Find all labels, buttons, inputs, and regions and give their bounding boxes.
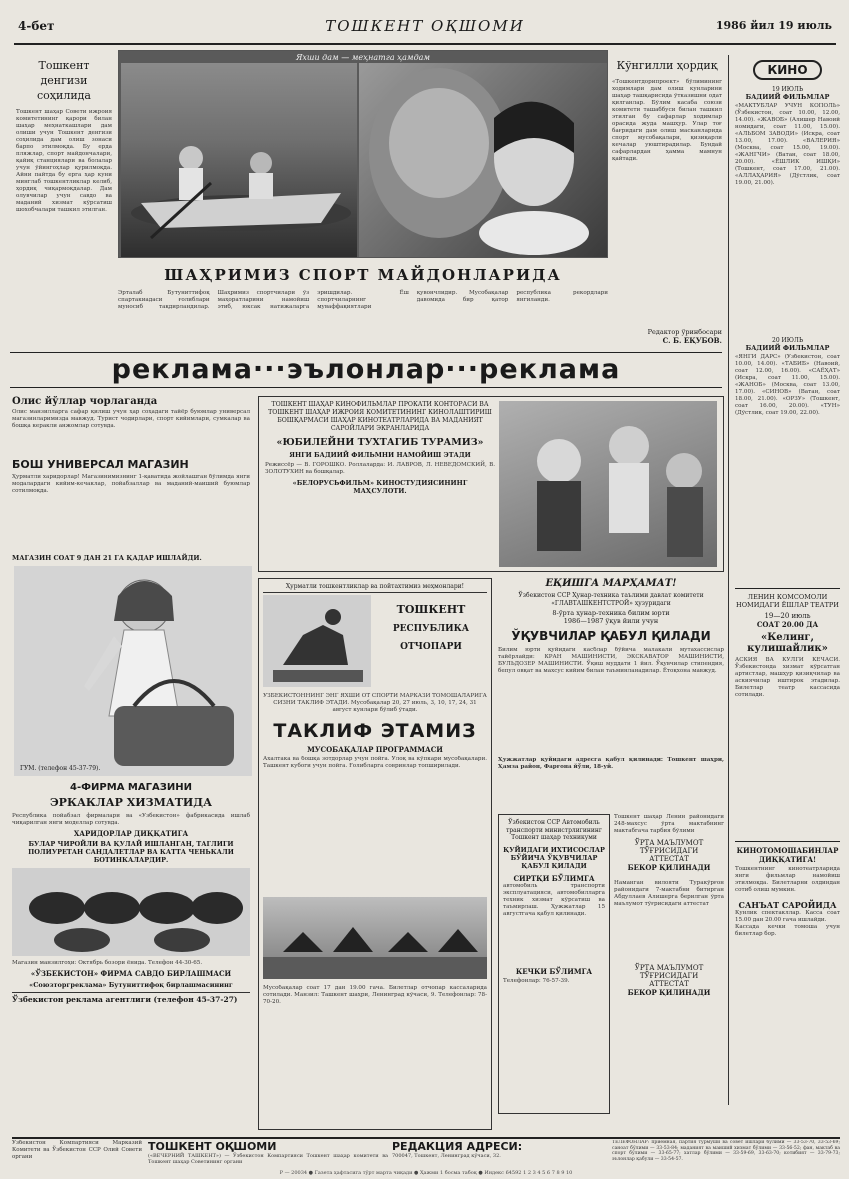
kino-divider-2 [735, 841, 840, 842]
railway-body: автомобиль транспорти эксплуатацияси, автомобилларга техник хизмат кўрсатиш ва таъмирлаш. Ҳужжатлар 15 августгача қабул қилинади. [503, 882, 605, 917]
school-header: Тошкент шаҳар Ленин районидаги 248-махсус ўрта мактабнинг мактабгача тарбия бўлими [614, 814, 724, 834]
railway-address: Телефонлар: 76-57-39. [503, 977, 570, 984]
railway-dept-2: КЕЧКИ БЎЛИМГА [515, 966, 593, 976]
kino-date-1: 19 ИЮЛЬ [772, 86, 803, 93]
photo-banner [118, 50, 608, 258]
footer-left: Ўзбекистон Компартияси Марказий Комитети ва Ўзбекистон ССР Олий Совети органи [12, 1140, 142, 1160]
bag-photo-caption: ГУМ. (телефон 45-37-79). [20, 765, 101, 772]
sport-headline: ШАҲРИМИЗ СПОРТ МАЙДОНЛАРИДА [164, 266, 562, 284]
ad-store-title: БОШ УНИВЕРСАЛ МАГАЗИН [12, 458, 189, 471]
railway-header: Ўзбекистон ССР Автомобиль транспорти министрлигининг Тошкент шаҳар техникуми [505, 819, 603, 841]
ad-cinema-block [258, 396, 724, 572]
railway-title: ҚУЙИДАГИ ИХТИСОСЛАР БЎЙИЧА ЎҚУВЧИЛАР ҚАБУЛ ҚИЛАДИ [503, 845, 605, 870]
sports-body: ЎЗБЕКИСТОННИНГ ЭНГ ЯХШИ ОТ СПОРТИ МАРКАЗИ ТОМОШАЛАРИГА СИЗНИ ТАКЛИФ ЭТАДИ. Мусобақалар 20, 27 июль, 3, 10, 17, 24, 31 август кунлари бўлиб ўтади. [263, 693, 487, 713]
sport-banner [118, 262, 608, 344]
footer-subtitle: («ВЕЧЕРНИЙ ТАШКЕНТ») — Ўзбекистон Компартияси Тошкент шаҳар комитети ва Тошкент шаҳар Советининг органи [148, 1153, 388, 1165]
page-number: 4-бет [18, 19, 55, 33]
ad-shoes-body: Республика пойабзал фирмалари ва «Узбекистон» фабрикасида ишлаб чиқарилган янги моделлар сотувда. [12, 813, 250, 826]
page-title: ТОШКЕНТ ОҚШОМИ [325, 17, 525, 35]
story-body: «Тошкентдорипроект» бўлимининг ходимлари дам олиш кунларини шаҳар ташқарисида ўтказишни одат қилганлар. Бўлим касаба союзи комитети ташаббуси билан ташкил этилган бу сафарлар ходимлар орасида жуда машҳур. Улар тоғ бағридаги дам олиш масканларида спорт мусобақалари, қизиқарли кечалар уюштирадилар. Бундай сафарлардан ҳамма мамнун қайтади. [612, 79, 722, 162]
ad-shoes-org2: «Союзторгреклама» Бутуниттифоқ бирлашмасининг [29, 981, 233, 989]
kino2-body: Тошкентнинг кинотеатрларида янги фильмлар намойиш этилмоқда. Билетларни олдиндан сотиб олиш мумкин. [735, 866, 840, 893]
jobs-footer: Ҳужжатлар қуйидаги адресга қабул қилинади: Тошкент шаҳри, Ҳамза район, Фарғона йўли, 18-уй. [498, 757, 724, 770]
shoes-illustration [12, 868, 250, 956]
kino-section-1: БАДИИЙ ФИЛЬМЛАР [745, 93, 830, 101]
ad-lost-item [12, 396, 250, 456]
top-story-left [16, 58, 112, 328]
komsomol-date: 19—20 июль [764, 612, 811, 620]
ad-sports [258, 578, 492, 1130]
story-headline: Тошкент денгизи соҳилида [37, 59, 91, 102]
cinema-still-illustration [499, 401, 717, 567]
sports-title-1: ТОШКЕНТ [396, 603, 466, 616]
kino2-title: КИНОТОМОШАБИНЛАР ДИҚҚАТИГА! [736, 846, 839, 864]
culture-body: Кунлик спектакллар. Касса соат 15.00 дан 20.00 гача ишлайди. [735, 910, 840, 923]
ad-lost-body: Олис манзилларга сафар қилиш учун ҳар соҳадаги тайёр буюмлар универсал магазинларимизда мавжуд. Турист чодирлари, спорт кийимлари, сумкалар ва бошқа керакли анжомлар сотувда. [12, 409, 250, 429]
attestat-line-1: ЎРТА МАЪЛУМОТ [634, 839, 704, 847]
jobs-org: Ўзбекистон ССР Ҳунар-техника таълими давлат комитети «ГЛАВТАШКЕНТСТРОЙ» ҳузуридаги [518, 592, 704, 607]
kino-list-1: «МАКТУБЛАР УЧУН КОПОЛЬ» (Ўзбекистон, соат 10.00, 12.00, 14.00). «ЖАВОБ» (Алишер Навоий номидаги, соат 11.00, 15.00). «АЛЬБОМ ЗАВОДИ» (Искра, соат 13.00, 17.00). «ВАЛЕРИЯ» (Москва, соат 15.00, 19.00). «ЖАНГЧИ» (Ватан, соат 18.00, 20.00). «ЁШЛИК ИШҚИ» (Тошкент, соат 17.00, 21.00). «АЛЛАҲАРИЯ» (Дўстлик, соат 19.00, 21.00). [735, 103, 840, 186]
culture-title: САНЪАТ САРОЙИДА [738, 900, 837, 910]
sports-title-3: ОТЧОПАРИ [400, 642, 462, 652]
bag-photo [14, 566, 252, 776]
jobs-title: ЎҚУВЧИЛАР ҚАБУЛ ҚИЛАДИ [511, 629, 711, 643]
kino-column [728, 55, 840, 1105]
ad-shoes-agency: Ўзбекистон реклама агентлиги (телефон 45-37-27) [12, 992, 250, 1004]
race-photo [263, 897, 487, 979]
woman-illustration [359, 63, 607, 257]
ad-lost-title: Олис йўллар чорлаганда [12, 396, 158, 407]
komsomol-body: АСКИЯ ВА КУЛГИ КЕЧАСИ. Ўзбекистонда хизмат кўрсатган артистлар, машҳур қизиқчилар ва аскиячилар иштирок этадилар. Билетлар театр кассасида сотилади. [735, 657, 840, 698]
attestat-line-2: ТЎҒРИСИДАГИ [639, 847, 699, 855]
ad-shoes-title: ЭРКАКЛАР ХИЗМАТИДА [49, 796, 213, 809]
footer-editorial-label: РЕДАКЦИЯ АДРЕСИ: [392, 1140, 523, 1153]
cinema-studio: «БЕЛОРУСЬФИЛЬМ» КИНОСТУДИЯСИНИНГ МАҲСУЛОТИ. [292, 479, 468, 495]
ad-shoes [12, 782, 250, 1142]
komsomol-time: СОАТ 20.00 ДА [756, 620, 819, 629]
kino-date-2: 20 ИЮЛЬ [772, 337, 803, 344]
sports-invite: ТАКЛИФ ЭТАМИЗ [273, 720, 477, 742]
author-name: С. Б. ЕҚУБОВ. [662, 336, 722, 345]
sports-program-body: Ахалтака ва бошқа зотдорлар учун пойга. Улоқ ва кўпкари мусобақалари. Ташкент кубоги учун пойга. Ғолибларга совринлар топширилади. [263, 756, 487, 769]
cinema-subtitle: ЯНГИ БАДИИЙ ФИЛЬМНИ НАМОЙИШ ЭТАДИ [289, 451, 471, 459]
jobs-body: Билим юрти қуйидаги касблар бўйича малакали мутахассислар тайёрлайди: КРАН МАШИНИСТИ, ЭКСКАВАТОР МАШИНИСТИ, БУЛЬДОЗЕР МАШИНИСТИ. Ўқиш муддати 1 йил. Ўқувчилар стипендия, бепул овқат ва махсус кийим билан таъминланадилар. Ётоқхона мавжуд. [498, 647, 724, 674]
ad-banner [10, 352, 722, 388]
attestat-line-4: БЕКОР ҚИЛИНАДИ [627, 863, 711, 872]
cinema-header: ТОШКЕНТ ШАҲАР КИНОФИЛЬМЛАР ПРОКАТИ КОНТОРАСИ ВА ТОШКЕНТ ШАҲАР ИЖРОИЯ КОМИТЕТИНИНГ КИНОЛАШТИРИШ БОШҚАРМАСИ ШАҲАР КИНОТЕАТРЛАРИДА ВА МАДАНИЯТ САРОЙЛАРИ ЭКРАНЛАРИДА [268, 401, 492, 432]
footer-phones: ТЕЛЕФОНЛАР: приёмная, партия турмуши ва совет ишлари бўлими — 33-53-70, 33-53-69; саноат бўлими — 33-53-84; маданият ва маиший хизмат бўлими — 33-56-52; фан, мактаб ва спорт бўлими — 33-65-77; хатлар бўлими — 33-59-69, 33-63-70; котибият — 33-79-73; эълонлар қабули — 33-54-57. [612, 1140, 840, 1162]
cinema-title: «ЮБИЛЕЙНИ ТУХТАГИБ ТУРАМИЗ» [276, 437, 484, 448]
kino-label: КИНО [753, 60, 821, 80]
sports-top-line: Ҳурматли тошкентликлар ва пойтахтимиз меҳмонлари! [263, 583, 487, 593]
footer [12, 1140, 840, 1170]
jobs-school: 8-ўрта ҳунар-техника билим юрти [552, 609, 670, 617]
attestat2-line-3: АТТЕСТАТ [649, 980, 689, 988]
ad-school-right [614, 814, 724, 1114]
cinema-photo [499, 401, 717, 567]
sports-schedule: Мусобақалар соат 17 дан 19.00 гача. Билетлар отчопар кассаларида сотилади. Манзил: Ташкент шаҳри, Ленинград кўчаси, 9. Телефонлар: 78-70-20. [263, 985, 487, 1005]
footer-rule [12, 1137, 840, 1139]
attestat2-line-4: БЕКОР ҚИЛИНАДИ [627, 988, 711, 997]
boat-illustration [121, 63, 357, 257]
ad-jobs [498, 578, 724, 808]
ad-banner-text: реклама···эълонлар···реклама [111, 354, 621, 385]
story-body: Тошкент шаҳар Совети ижроия комитетининг қарори билан шаҳар меҳнаткашлари дам олиши учун Тошкент денгизи соҳилида дам олиш зонаси барпо этилмоқда. Бу ерда пляжлар, спорт майдончалари, қайиқ станциялари ва болалар учун ўйингоҳлар қурилмоқда. Айни пайтда бу ерга ҳар куни минглаб тошкентликлар келиб, ҳордиқ чиқармоқдалар. Дам олувчилар учун савдо ва маданий хизмат кўрсатиш шохобчалари ташкил этилган. [16, 109, 112, 213]
top-story-right [612, 58, 722, 358]
jobs-top-line: ЁҚИШГА МАРҲАМАТ! [545, 578, 677, 589]
ad-store-body: Ҳурматли харидорлар! Магазинимизнинг 1-қаватида жойлашган бўлимда янги модалардаги кийим-кечаклар, пойабзаллар ва маданий-маиший буюмлар сотилмоқда. [12, 474, 250, 494]
attestat2-line-1: ЎРТА МАЪЛУМОТ [634, 964, 704, 972]
kino-section-2: БАДИИЙ ФИЛЬМЛАР [745, 344, 830, 352]
girl-with-bag-illustration [14, 566, 252, 776]
kino-divider [735, 588, 840, 589]
shoes-photo [12, 868, 250, 956]
boat-photo [121, 63, 357, 257]
horse-race-illustration [263, 897, 487, 979]
school-body: Наманган вилояти Туракўрғон районидаги 7-мактабни битирган Абдуллаев Алишерга берилган ўрта маълумот тўғрисидаги аттестат [614, 880, 724, 907]
attestat2-line-2: ТЎҒРИСИДАГИ [639, 972, 699, 980]
ad-shoes-contact: Магазин манзилгоҳи: Октябрь бозори ёнида. Телефон 44-30-65. [12, 960, 203, 966]
ad-shoes-org: «ЎЗБЕКИСТОН» ФИРМА САВДО БИРЛАШМАСИ [30, 969, 232, 978]
sport-body: Эрталаб Бутуниттифоқ спартакиадаси ғолиблари муносиб тақдирландилар. Шаҳримиз спортчилари ўз маҳоратларини намойиш этиб, юксак натижаларга эришдилар. Ёш спортчиларнинг муваффақиятлари қувончлидир. Мусобақалар давомида бир қатор республика рекордлари янгиланди. [118, 290, 608, 310]
ad-shoes-store: 4-ФИРМА МАГАЗИНИ [70, 782, 192, 793]
woman-photo [359, 63, 607, 257]
komsomol-header: ЛЕНИН КОМСОМОЛИ НОМИДАГИ ЁШЛАР ТЕАТРИ [736, 593, 839, 609]
ad-shoes-tagline: ХАРИДОРЛАР ДИҚҚАТИГА [73, 829, 189, 838]
sports-program: МУСОБАҚАЛАР ПРОГРАММАСИ [307, 745, 443, 754]
cinema-credits: Режиссёр — В. ГОРОШКО. Роллаларда: И. ЛАВРОВ, Л. НЕВЕДОМСКИЙ, В. ЗОЛОТУХИН ва бошқалар. [265, 462, 495, 475]
photo-banner-title: Яхши дам — меҳнатга ҳамдам [295, 53, 431, 62]
horse-statue-illustration [263, 595, 371, 687]
attestat-line-3: АТТЕСТАТ [649, 855, 689, 863]
ad-railway [498, 814, 610, 1114]
footer-title: ТОШКЕНТ ОҚШОМИ [148, 1140, 277, 1153]
ad-shoes-products: БУЛАР ЧИРОЙЛИ ВА ҚУЛАЙ ИШЛАНГАН, ТАГЛИГИ ПОЛИУРЕТАН САНДАЛЕТЛАР ВА КАТТА ЧЕНЬКАЛИ БОТИНКАЛАРДИР. [28, 840, 234, 864]
footer-editorial-address: 700047, Тошкент, Ленинград кўчаси, 32. [392, 1153, 501, 1159]
kino-list-2: «ЯНГИ ДАРС» (Ўзбекистон, соат 10.00, 14.00). «ТАБИБ» (Навоий, соат 12.00, 16.00). «САЁҲАТ» (Искра, соат 11.00, 15.00). «ЖАНОБ» (Москва, соат 13.00, 17.00). «СИНОВ» (Ватан, соат 18.00, 21.00). «ОРЗУ» (Тошкент, соат 16.00, 20.00). «ТУН» (Дўстлик, соат 19.00, 22.00). [735, 354, 840, 416]
jobs-years: 1986—1987 ўқув йили учун [563, 617, 659, 625]
sports-title-2: РЕСПУБЛИКА [392, 624, 470, 634]
statue-photo [263, 595, 371, 687]
story-headline: Кўнгилли ҳордиқ [616, 59, 718, 72]
ad-store-hours: МАГАЗИН СОАТ 9 ДАН 21 ГА ҚАДАР ИШЛАЙДИ. [12, 554, 202, 562]
culture-footer: Кассада кечки томоша учун билетлар бор. [735, 924, 840, 937]
komsomol-show: «Келинг, кулишайлик» [747, 632, 828, 654]
author-label: Редактор ўринбосари [647, 328, 722, 336]
masthead [10, 14, 840, 42]
masthead-rule [14, 43, 836, 45]
railway-dept-1: СИРТҚИ БЎЛИМГА [513, 873, 595, 883]
footer-bottom: Р — 20034 ● Газета ҳафтасига тўрт марта чиқади ● Ҳажми 1 босма табоқ ● Индекс 64592 1 2 3 4 5 6 7 8 9 10 [279, 1170, 573, 1176]
issue-date: 1986 йил 19 июль [715, 19, 832, 32]
